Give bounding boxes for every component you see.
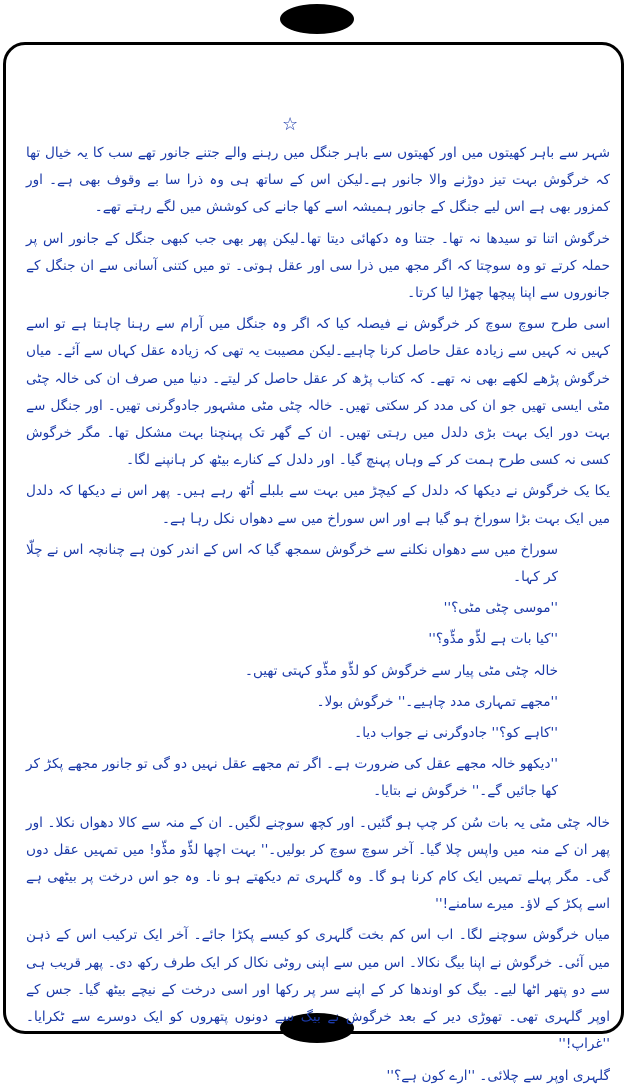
story-text [26,140,610,1084]
dialogue-line-4: خالہ چٹی مٹی پیار سے خرگوش کو لڈّو مڈّو کہتی تھیں۔ [244,662,558,679]
paragraph-4: یکا یک خرگوش نے دیکھا کہ دلدل کے کیچڑ میں بہت سے بلبلے اُٹھ رہے ہیں۔ پھر اس نے دیکھا کہ دلدل میں ایک بہت بڑا سوراخ ہو گیا ہے اور اس سوراخ میں سے دھواں نکل رہا ہے۔ [26,483,610,527]
paragraph-6: میاں خرگوش سوچنے لگا۔ اب اس کم بخت گلہری کو کیسے پکڑا جائے۔ آخر ایک ترکیب اس کے ذہن میں آئی۔ خرگوش نے اپنا بیگ نکالا۔ اس میں سے اپنی روٹی نکال کر ایک طرف رکھ دی۔ پھر قریب ہی سے دو پتھر اٹھا لیے۔ بیگ کو اوندھا کر کے اپنے سر پر رکھا اور اسی درخت کے نیچے بیٹھ گیا۔ جس کے اوپر گلہری تھی۔ تھوڑی دیر کے بعد خرگوش نے بیگ سے دونوں پتھروں کو ایک دوسرے سے ٹکرایا۔ ''غراپ!'' [26,927,610,1053]
dialogue-line-3: ''کیا بات ہے لڈّو مڈّو؟'' [428,631,558,648]
top-page-tab [280,4,354,34]
paragraph-2: خرگوش اتنا تو سیدھا نہ تھا۔ جتنا وہ دکھائی دیتا تھا۔لیکن پھر بھی جب کبھی جنگل کے جانور اس پر حملہ کرتے تو وہ سوچتا کہ اگر مجھ میں ذرا سی اور عقل ہوتی۔ تو میں کتنی آسانی سے ان جنگل کے جانوروں سے اپنا پیچھا چھڑا لیا کرتا۔ [26,230,610,302]
paragraph-3: اسی طرح سوچ سوچ کر خرگوش نے فیصلہ کیا کہ اگر وہ جنگل میں آرام سے رہنا چاہتا ہے تو اسے کہیں نہ کہیں سے زیادہ عقل حاصل کرنا چاہیے۔لیکن مصیبت یہ تھی کہ زیادہ عقل کہاں سے آئے۔ میاں خرگوش پڑھے لکھے بھی نہ تھے۔ کہ کتاب پڑھ کر عقل حاصل کر لیتے۔ دنیا میں صرف ان کی خالہ چٹی مٹی ایسی تھیں جو ان کی مدد کر سکتی تھیں۔ خالہ چٹی مٹی مشہور جادوگرنی تھیں۔ اور جنگل سے بہت دور ایک بہت بڑی دلدل میں رہتی تھیں۔ ان کے گھر تک پہنچنا بہت مشکل تھا۔ مگر خرگوش کسی نہ کسی طرح ہمت کر کے وہاں پہنچ گیا۔ اور دلدل کے کنارے بیٹھ کر ہانپنے لگا۔ [26,316,610,469]
dialogue-line-2: ''موسی چٹی مٹی؟'' [443,600,558,617]
dialogue-line-1: سوراخ میں سے دھواں نکلنے سے خرگوش سمجھ گیا کہ اس کے اندر کون ہے چنانچہ اس نے چلّا کر کہا۔ [26,541,558,586]
dialogue-line-5: ''مجھے تمہاری مدد چاہیے۔'' خرگوش بولا۔ [316,693,558,710]
dialogue-line-7: ''دیکھو خالہ مجھے عقل کی ضرورت ہے۔ اگر تم مجھے عقل نہیں دو گی تو جانور مجھے پکڑ کر کھا جائیں گے۔'' خرگوش نے بتایا۔ [26,756,558,800]
paragraph-5: خالہ چٹی مٹی یہ بات سُن کر چپ ہو گئیں۔ اور کچھ سوچنے لگیں۔ ان کے منہ سے کالا دھواں نکلا۔ اور پھر ان کے منہ میں واپس چلا گیا۔ آخر سوچ سوچ کر بولیں۔'' بہت اچھا لڈّو مڈّو! میں تمہیں عقل دوں گی۔ مگر پہلے تمہیں ایک کام کرنا ہو گا۔ وہ گلہری تم دیکھتے ہو نا۔ وہ جو اس درخت پر بیٹھی ہے اسے پکڑ کے لاؤ۔ میرے سامنے!'' [26,814,610,913]
dialogue-line-6: ''کاہے کو؟'' جادوگرنی نے جواب دیا۔ [354,725,558,742]
paragraph-1: شہر سے باہر کھیتوں میں اور کھیتوں سے باہر جنگل میں رہنے والے جتنے جانور تھے سب کا یہ خیال تھا کہ خرگوش بہت تیز دوڑنے والا جانور ہے۔لیکن اس کے ساتھ ہی وہ ذرا سا بے وقوف بھی ہے۔ اور کمزور بھی ہے اس لیے جنگل کے جانور ہمیشہ اسے کھا جانے کی کوشش میں لگے رہتے تھے۔ [26,145,610,216]
paragraph-7: گلہری اوپر سے چلائی۔ ''ارے کون ہے؟'' [386,1067,610,1084]
star-icon: ☆ [282,114,299,135]
